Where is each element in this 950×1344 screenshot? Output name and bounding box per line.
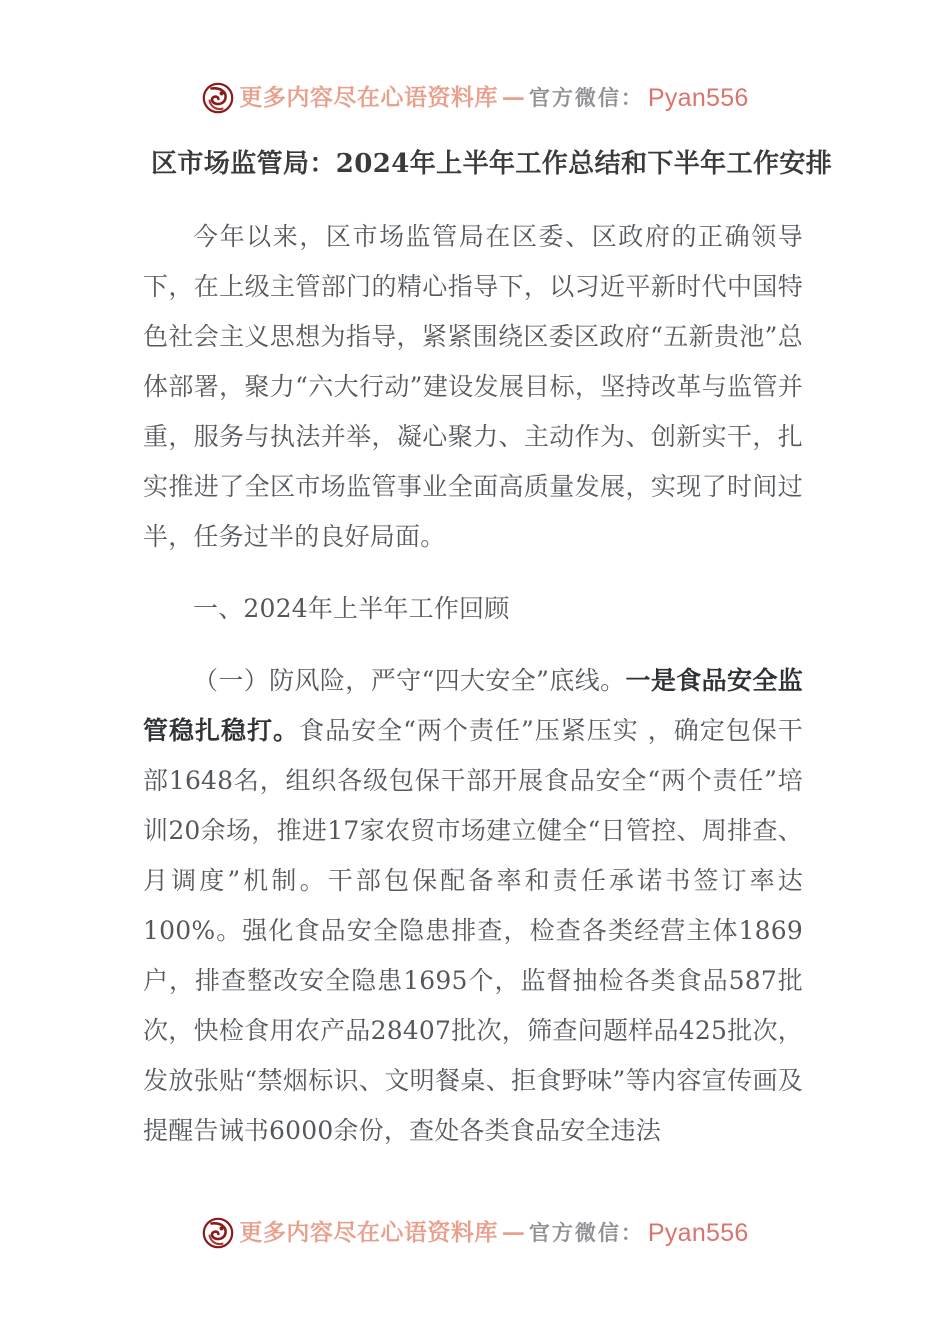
paragraph-subsection-one xyxy=(143,656,803,1156)
xinyu-circular-logo-icon xyxy=(201,81,235,115)
xinyu-circular-logo-icon xyxy=(201,1216,235,1250)
watermark-account-id: Pyan556 xyxy=(647,83,749,112)
document-body xyxy=(143,146,833,1156)
watermark-brand-text: 更多内容尽在心语资料库 xyxy=(239,83,498,111)
subsection-lead-label: （一）防风险，严守“四大安全”底线。 xyxy=(193,666,626,696)
watermark-wechat-label: 官方微信： xyxy=(528,84,644,110)
watermark-account-id: Pyan556 xyxy=(647,1218,749,1247)
subsection-body-text: 食品安全“两个责任”压紧压实 ，确定包保干部1648名，组织各级包保干部开展食品安全“两个责任”培训20余场，推进17家农贸市场建立健全“日管控、周排查、月调度”机制。干部包保配备率和责任承诺书签订率达100%。强化食品安全隐患排查，检查各类经营主体1869户，排查整改安全隐患1695个，监督抽检各类食品587批次，快检食用农产品28407批次，筛查问题样品425批次，发放张贴“禁烟标识、文明餐桌、拒食野味”等内容宣传画及提醒告诫书6000余份，查处各类食品安全违法 xyxy=(143,716,804,1146)
section-heading-one: 一、2024年上半年工作回顾 xyxy=(193,594,510,624)
watermark-brand-text: 更多内容尽在心语资料库 xyxy=(239,1218,498,1246)
watermark-wechat-label: 官方微信： xyxy=(528,1219,644,1245)
watermark-dash: — xyxy=(501,83,525,111)
watermark-footer xyxy=(0,1215,950,1249)
paragraph-intro: 今年以来，区市场监管局在区委、区政府的正确领导下，在上级主管部门的精心指导下，以习近平新时代中国特色社会主义思想为指导，紧紧围绕区委区政府“五新贵池”总体部署，聚力“六大行动”建设发展目标，坚持改革与监管并重，服务与执法并举，凝心聚力、主动作为、创新实干，扎实推进了全区市场监管事业全面高质量发展，实现了时间过半，任务过半的良好局面。 xyxy=(143,222,803,552)
watermark-header xyxy=(0,80,950,114)
subsection-bold-lead: 一是食品安全监管稳扎稳打。 xyxy=(143,666,803,746)
page-title: 区市场监管局：2024年上半年工作总结和下半年工作安排 xyxy=(151,149,833,179)
watermark-dash: — xyxy=(501,1218,525,1246)
